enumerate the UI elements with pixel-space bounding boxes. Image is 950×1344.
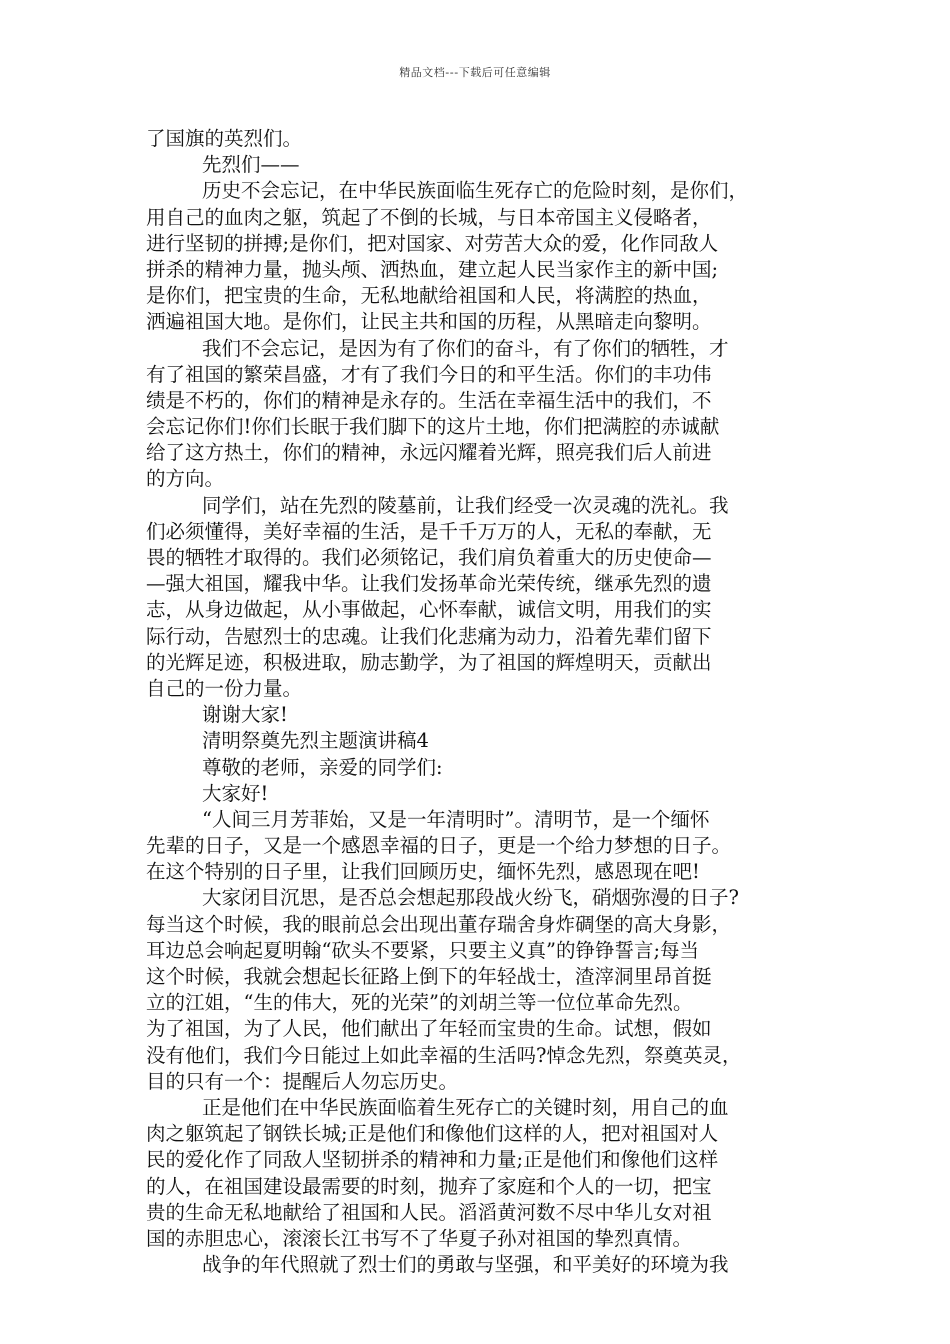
text-line: 有了祖国的繁荣昌盛，才有了我们今日的和平生活。你们的丰功伟	[146, 362, 712, 386]
text-line: 的方向。	[146, 467, 225, 491]
text-line: 立的江姐，“生的伟大，死的光荣”的刘胡兰等一位位革命先烈。	[146, 991, 693, 1015]
text-line: 是你们，把宝贵的生命，无私地献给祖国和人民，将满腔的热血，	[146, 284, 712, 308]
text-line: 每当这个时候，我的眼前总会出现出董存瑞舍身炸碉堡的高大身影，	[146, 912, 732, 936]
text-line: 给了这方热土，你们的精神，永远闪耀着光辉，照亮我们后人前进	[146, 441, 712, 465]
text-line: 会忘记你们!你们长眠于我们脚下的这片土地，你们把满腔的赤诚献	[146, 415, 720, 439]
text-line: 先烈们——	[202, 153, 300, 177]
text-line: 们必须懂得，美好幸福的生活，是千千万万的人，无私的奉献，无	[146, 519, 712, 543]
text-line: 目的只有一个：提醒后人勿忘历史。	[146, 1069, 459, 1093]
text-line: 的人，在祖国建设最需要的时刻，抛弃了家庭和个人的一切，把宝	[146, 1174, 712, 1198]
text-line: 这个时候，我就会想起长征路上倒下的年轻战士，渣滓洞里昂首挺	[146, 965, 712, 988]
text-line: 畏的牺牲才取得的。我们必须铭记，我们肩负着重大的历史使命—	[146, 546, 712, 569]
text-line: 耳边总会响起夏明翰“砍头不要紧，只要主义真”的铮铮誓言;每当	[146, 938, 700, 962]
text-line: 谢谢大家!	[202, 703, 288, 727]
text-line: “人间三月芳菲始，又是一年清明时”。清明节，是一个缅怀	[202, 807, 710, 831]
text-line: 大家好!	[202, 781, 269, 805]
text-line: 正是他们在中华民族面临着生死存亡的关键时刻，用自己的血	[202, 1095, 729, 1119]
text-line: 我们不会忘记，是因为有了你们的奋斗，有了你们的牺牲，才	[202, 336, 729, 360]
text-line: 历史不会忘记，在中华民族面临生死存亡的危险时刻，是你们，	[202, 179, 749, 203]
text-line: 同学们，站在先烈的陵墓前，让我们经受一次灵魂的洗礼。我	[202, 493, 729, 517]
text-line: 用自己的血肉之躯，筑起了不倒的长城，与日本帝国主义侵略者，	[146, 205, 712, 229]
text-line: 在这个特别的日子里，让我们回顾历史，缅怀先烈，感恩现在吧!	[146, 860, 700, 884]
text-line: 际行动，告慰烈士的忠魂。让我们化悲痛为动力，沿着先辈们留下	[146, 624, 712, 648]
text-line: 绩是不朽的，你们的精神是永存的。生活在幸福生活中的我们，不	[146, 388, 712, 412]
page-header: 精品文档---下载后可任意编辑	[399, 66, 551, 79]
text-line: 进行坚韧的拼搏;是你们，把对国家、对劳苦大众的爱，化作同敌人	[146, 231, 719, 255]
text-line: 志，从身边做起，从小事做起，心怀奉献，诚信文明，用我们的实	[146, 598, 712, 622]
text-line: 清明祭奠先烈主题演讲稿4	[202, 729, 429, 753]
text-line: 先辈的日子，又是一个感恩幸福的日子，更是一个给力梦想的日子。	[146, 834, 732, 858]
text-line: —强大祖国，耀我中华。让我们发扬革命光荣传统，继承先烈的遗	[146, 572, 712, 596]
text-line: 战争的年代照就了烈士们的勇敢与坚强，和平美好的环境为我	[202, 1253, 729, 1277]
text-line: 了国旗的英烈们。	[146, 127, 303, 150]
text-line: 尊敬的老师，亲爱的同学们:	[202, 755, 443, 779]
text-line: 自己的一份力量。	[146, 676, 303, 700]
text-line: 贵的生命无私地献给了祖国和人民。滔滔黄河数不尽中华儿女对祖	[146, 1200, 712, 1224]
text-line: 为了祖国，为了人民，他们献出了年轻而宝贵的生命。试想，假如	[146, 1017, 712, 1041]
text-line: 洒遍祖国大地。是你们，让民主共和国的历程，从黑暗走向黎明。	[146, 310, 712, 334]
text-line: 肉之躯筑起了钢铁长城;正是他们和像他们这样的人，把对祖国对人	[146, 1122, 719, 1146]
text-line: 拼杀的精神力量，抛头颅、洒热血，建立起人民当家作主的新中国;	[146, 257, 719, 281]
text-line: 大家闭目沉思，是否总会想起那段战火纷飞，硝烟弥漫的日子?	[202, 886, 739, 910]
text-line: 的光辉足迹，积极进取，励志勤学，为了祖国的辉煌明天，贡献出	[146, 650, 712, 674]
text-line: 民的爱化作了同敌人坚韧拼杀的精神和力量;正是他们和像他们这样	[146, 1148, 719, 1172]
text-line: 国的赤胆忠心，滚滚长江书写不了华夏子孙对祖国的挚烈真情。	[146, 1226, 693, 1250]
text-line: 没有他们，我们今日能过上如此幸福的生活吗?悼念先烈，祭奠英灵，	[146, 1043, 742, 1067]
document-body	[146, 126, 818, 1278]
